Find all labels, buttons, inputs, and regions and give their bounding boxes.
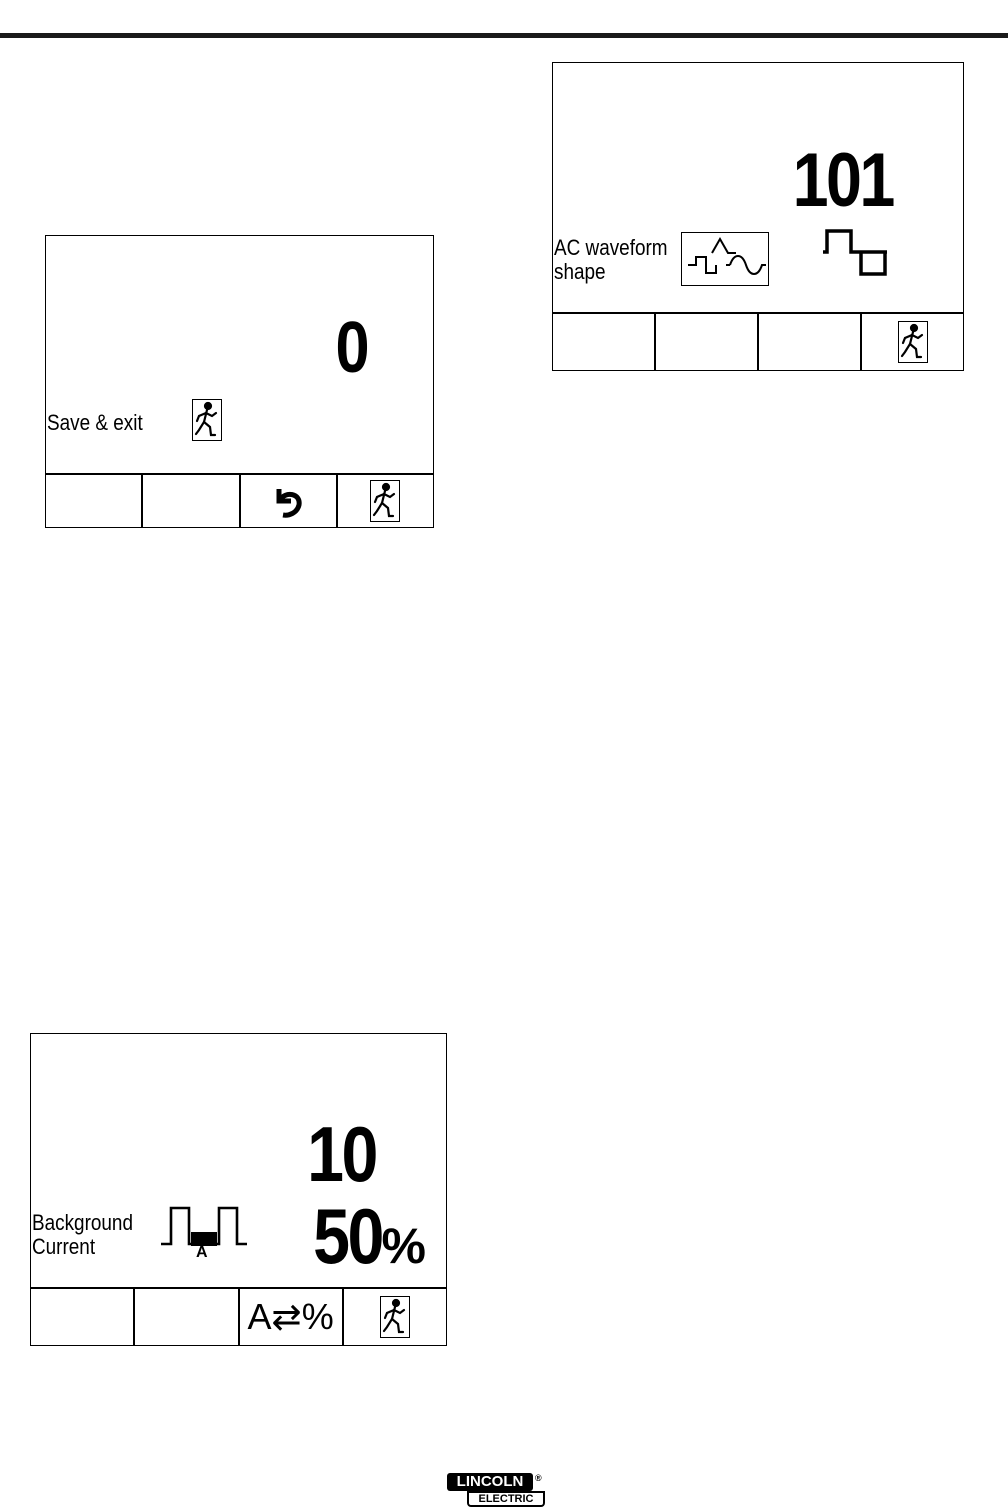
softkey-1[interactable] — [553, 314, 654, 370]
exit-runner-icon — [192, 399, 222, 441]
percent-value: 50 — [312, 1192, 382, 1280]
save-exit-screen — [45, 235, 434, 528]
ac-waveform-label-line2: shape — [554, 259, 606, 284]
ac-waveform-softkeys — [553, 312, 963, 370]
background-current-value: 10 — [307, 1110, 376, 1198]
softkey-3[interactable] — [757, 314, 860, 370]
softkey-exit[interactable] — [336, 475, 433, 527]
waveform-types-icon — [681, 232, 769, 286]
background-current-percent — [301, 1194, 426, 1278]
pulse-wave-icon — [159, 1204, 249, 1264]
logo-bottom-text: ELECTRIC — [467, 1491, 545, 1507]
ac-waveform-value: 101 — [792, 138, 893, 223]
logo-top-text: LINCOLN — [447, 1473, 533, 1491]
softkey-exit[interactable] — [342, 1289, 446, 1345]
softkey-1[interactable] — [31, 1289, 133, 1345]
background-current-label-line1: Background — [32, 1210, 133, 1235]
square-wave-icon — [821, 228, 893, 278]
exit-runner-icon — [380, 1296, 410, 1338]
lincoln-electric-logo — [447, 1473, 547, 1507]
pulse-label: A — [196, 1244, 208, 1261]
percent-unit: % — [381, 1218, 426, 1274]
save-exit-value: 0 — [335, 308, 367, 388]
softkey-2[interactable] — [141, 475, 238, 527]
ac-waveform-label-line1: AC waveform — [554, 235, 668, 260]
exit-runner-icon — [898, 321, 928, 363]
amp-percent-toggle-label: A⇄% — [247, 1296, 334, 1337]
ac-waveform-screen — [552, 62, 964, 371]
save-exit-label: Save & exit — [47, 410, 143, 435]
softkey-exit[interactable] — [860, 314, 963, 370]
softkey-1[interactable] — [46, 475, 141, 527]
background-current-softkeys — [31, 1287, 446, 1345]
page-top-rule — [0, 33, 1008, 38]
softkey-amp-percent-toggle[interactable] — [238, 1289, 342, 1345]
undo-arrow-icon — [271, 483, 305, 519]
registered-mark: ® — [535, 1473, 542, 1483]
softkey-2[interactable] — [133, 1289, 237, 1345]
save-exit-softkeys — [46, 473, 433, 527]
softkey-undo[interactable] — [239, 475, 336, 527]
exit-runner-icon — [370, 480, 400, 522]
background-current-screen — [30, 1033, 447, 1346]
softkey-2[interactable] — [654, 314, 757, 370]
background-current-label-line2: Current — [32, 1234, 96, 1259]
